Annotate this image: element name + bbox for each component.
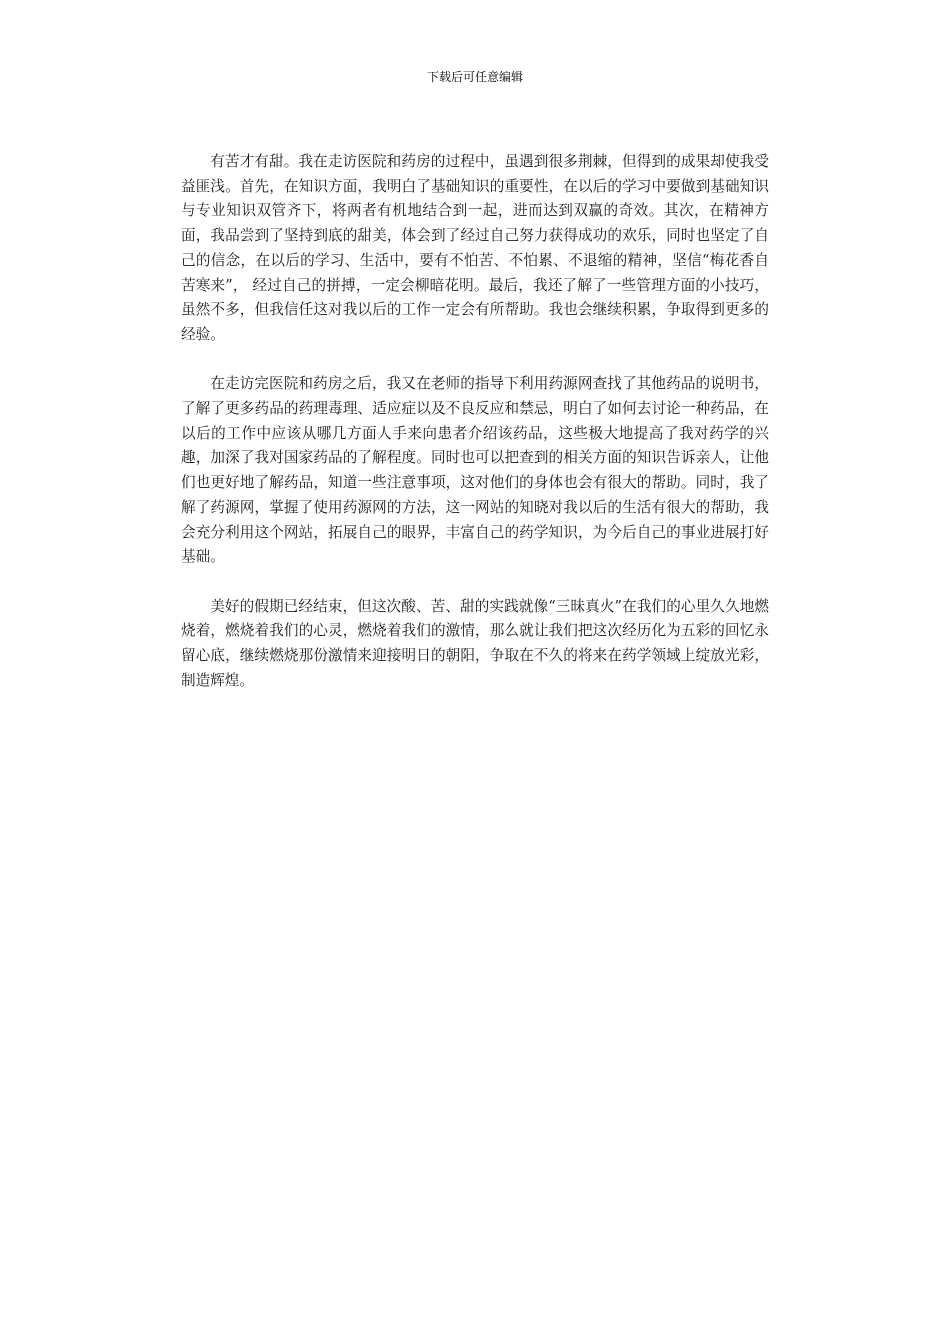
paragraph-3: 美好的假期已经结束，但这次酸、苦、甜的实践就像“三昧真火”在我们的心里久久地燃烧着，燃烧着我们的心灵，燃烧着我们的激情，那么就让我们把这次经历化为五彩的回忆永留心底，继续燃烧那份激情来迎接明日的朝阳，争取在不久的将来在药学领域上绽放光彩，制造辉煌。 xyxy=(181,597,769,689)
document-body xyxy=(181,150,769,718)
paragraph-2: 在走访完医院和药房之后，我又在老师的指导下利用药源网查找了其他药品的说明书，了解了更多药品的药理毒理、适应症以及不良反应和禁忌，明白了如何去讨论一种药品，在以后的工作中应该从哪几方面人手来向患者介绍该药品，这些极大地提高了我对药学的兴趣，加深了我对国家药品的了解程度。同时也可以把查到的相关方面的知识告诉亲人，让他们也更好地了解药品，知道一些注意事项，这对他们的身体也会有很大的帮助。同时，我了解了药源网，掌握了使用药源网的方法，这一网站的知晓对我以后的生活有很大的帮助，我会充分利用这个网站，拓展自己的眼界，丰富自己的药学知识，为今后自己的事业进展打好基础。 xyxy=(181,375,769,566)
page-header-note: 下载后可任意编辑 xyxy=(426,70,523,84)
paragraph-1: 有苦才有甜。我在走访医院和药房的过程中，虽遇到很多荆棘，但得到的成果却使我受益匪浅。首先，在知识方面，我明白了基础知识的重要性，在以后的学习中要做到基础知识与专业知识双管齐下，将两者有机地结合到一起，进而达到双赢的奇效。其次，在精神方面，我品尝到了坚持到底的甜美，体会到了经过自己努力获得成功的欢乐，同时也坚定了自己的信念，在以后的学习、生活中，要有不怕苦、不怕累、不退缩的精神，坚信“梅花香自苦寒来”， 经过自己的拼搏，一定会柳暗花明。最后，我还了解了一些管理方面的小技巧，虽然不多，但我信任这对我以后的工作一定会有所帮助。我也会继续积累，争取得到更多的经验。 xyxy=(181,153,769,343)
